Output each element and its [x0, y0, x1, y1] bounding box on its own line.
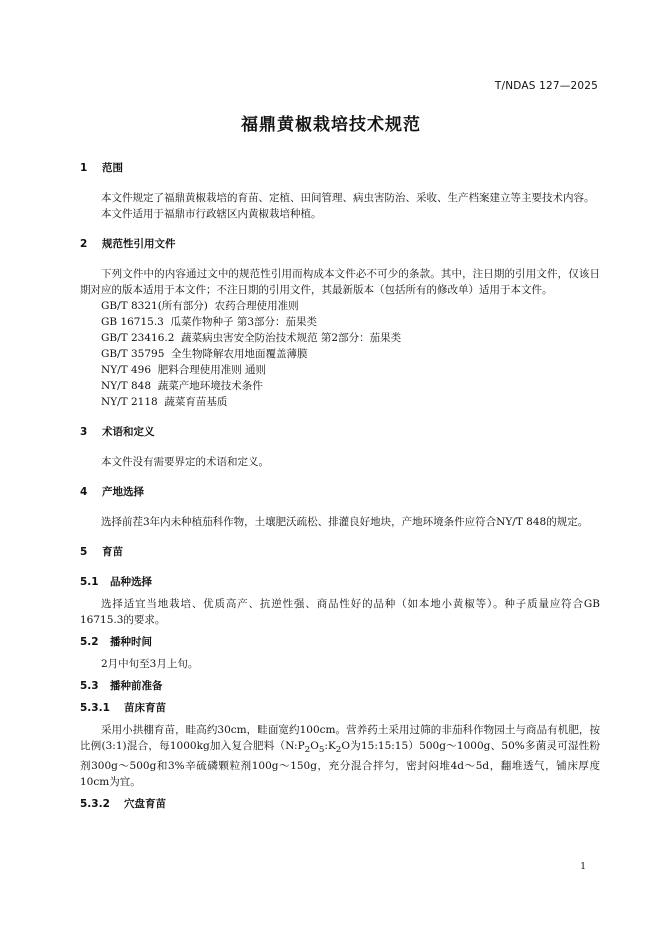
subsection-heading-5-3: 5.3 播种前准备	[80, 680, 163, 692]
reference-item: NY/T 496 肥料合理使用准则 通则	[101, 364, 267, 376]
reference-item: NY/T 848 蔬菜产地环境技术条件	[101, 380, 263, 392]
document-code: T/NDAS 127—2025	[494, 80, 598, 92]
paragraph: 本文件适用于福鼎市行政辖区内黄椒栽培种植。	[101, 208, 322, 220]
section-heading-3: 3 术语和定义	[80, 426, 155, 438]
subsection-heading-5-1: 5.1 品种选择	[80, 576, 152, 588]
paragraph: 本文件没有需要界定的术语和定义。	[101, 456, 269, 468]
paragraph: 选择前茬3年内未种植茄科作物，土壤肥沃疏松、排灌良好地块，产地环境条件应符合NY/T 848的规定。	[101, 516, 589, 528]
paragraph: 采用小拱棚育苗，畦高约30cm，畦面宽约100cm。营养药土采用过筛的非茄科作物园土与商品有机肥，按比例(3:1)混合，每1000kg加入复合肥料（$N:P_2O_5:K_2O$为15:15:15）500g～1000g、50%多菌灵可湿性粉剂300g～500g和3%辛硫磷颗粒剂100g～150g，充分混合拌匀，密封闷堆4d～5d，翻堆透气，铺床厚度10cm为宜。	[80, 724, 601, 789]
section-heading-4: 4 产地选择	[80, 486, 144, 498]
document-title: 福鼎黄椒栽培技术规范	[241, 115, 421, 135]
subsection-heading-5-3-2: 5.3.2 穴盘育苗	[80, 798, 166, 811]
subsection-heading-5-3-1: 5.3.1 苗床育苗	[80, 702, 166, 714]
reference-item: NY/T 2118 蔬菜育苗基质	[101, 396, 228, 408]
reference-item: GB/T 35795 全生物降解农用地面覆盖薄膜	[101, 348, 308, 360]
document-body	[80, 160, 600, 812]
section-heading-2: 2 规范性引用文件	[80, 238, 176, 250]
section-heading-1: 1 范围	[80, 162, 123, 174]
page-number: 1	[580, 862, 586, 872]
reference-item: GB 16715.3 瓜菜作物种子 第3部分：茄果类	[101, 316, 318, 328]
reference-item: GB/T 8321(所有部分) 农药合理使用准则	[101, 300, 299, 312]
paragraph: 选择适宜当地栽培、优质高产、抗逆性强、商品性好的品种（如本地小黄椒等）。种子质量应符合GB 16715.3的要求。	[80, 598, 600, 626]
paragraph: 2月中旬至3月上旬。	[101, 658, 199, 670]
reference-item: GB/T 23416.2 蔬菜病虫害安全防治技术规范 第2部分：茄果类	[101, 332, 402, 344]
section-heading-5: 5 育苗	[80, 546, 123, 558]
subsection-heading-5-2: 5.2 播种时间	[80, 636, 152, 648]
paragraph: 本文件规定了福鼎黄椒栽培的育苗、定植、田间管理、病虫害防治、采收、生产档案建立等主要技术内容。	[101, 192, 595, 204]
paragraph: 下列文件中的内容通过文中的规范性引用而构成本文件必不可少的条款。其中，注日期的引用文件，仅该日期对应的版本适用于本文件；不注日期的引用文件，其最新版本（包括所有的修改单）适用于本文件。	[80, 268, 600, 296]
